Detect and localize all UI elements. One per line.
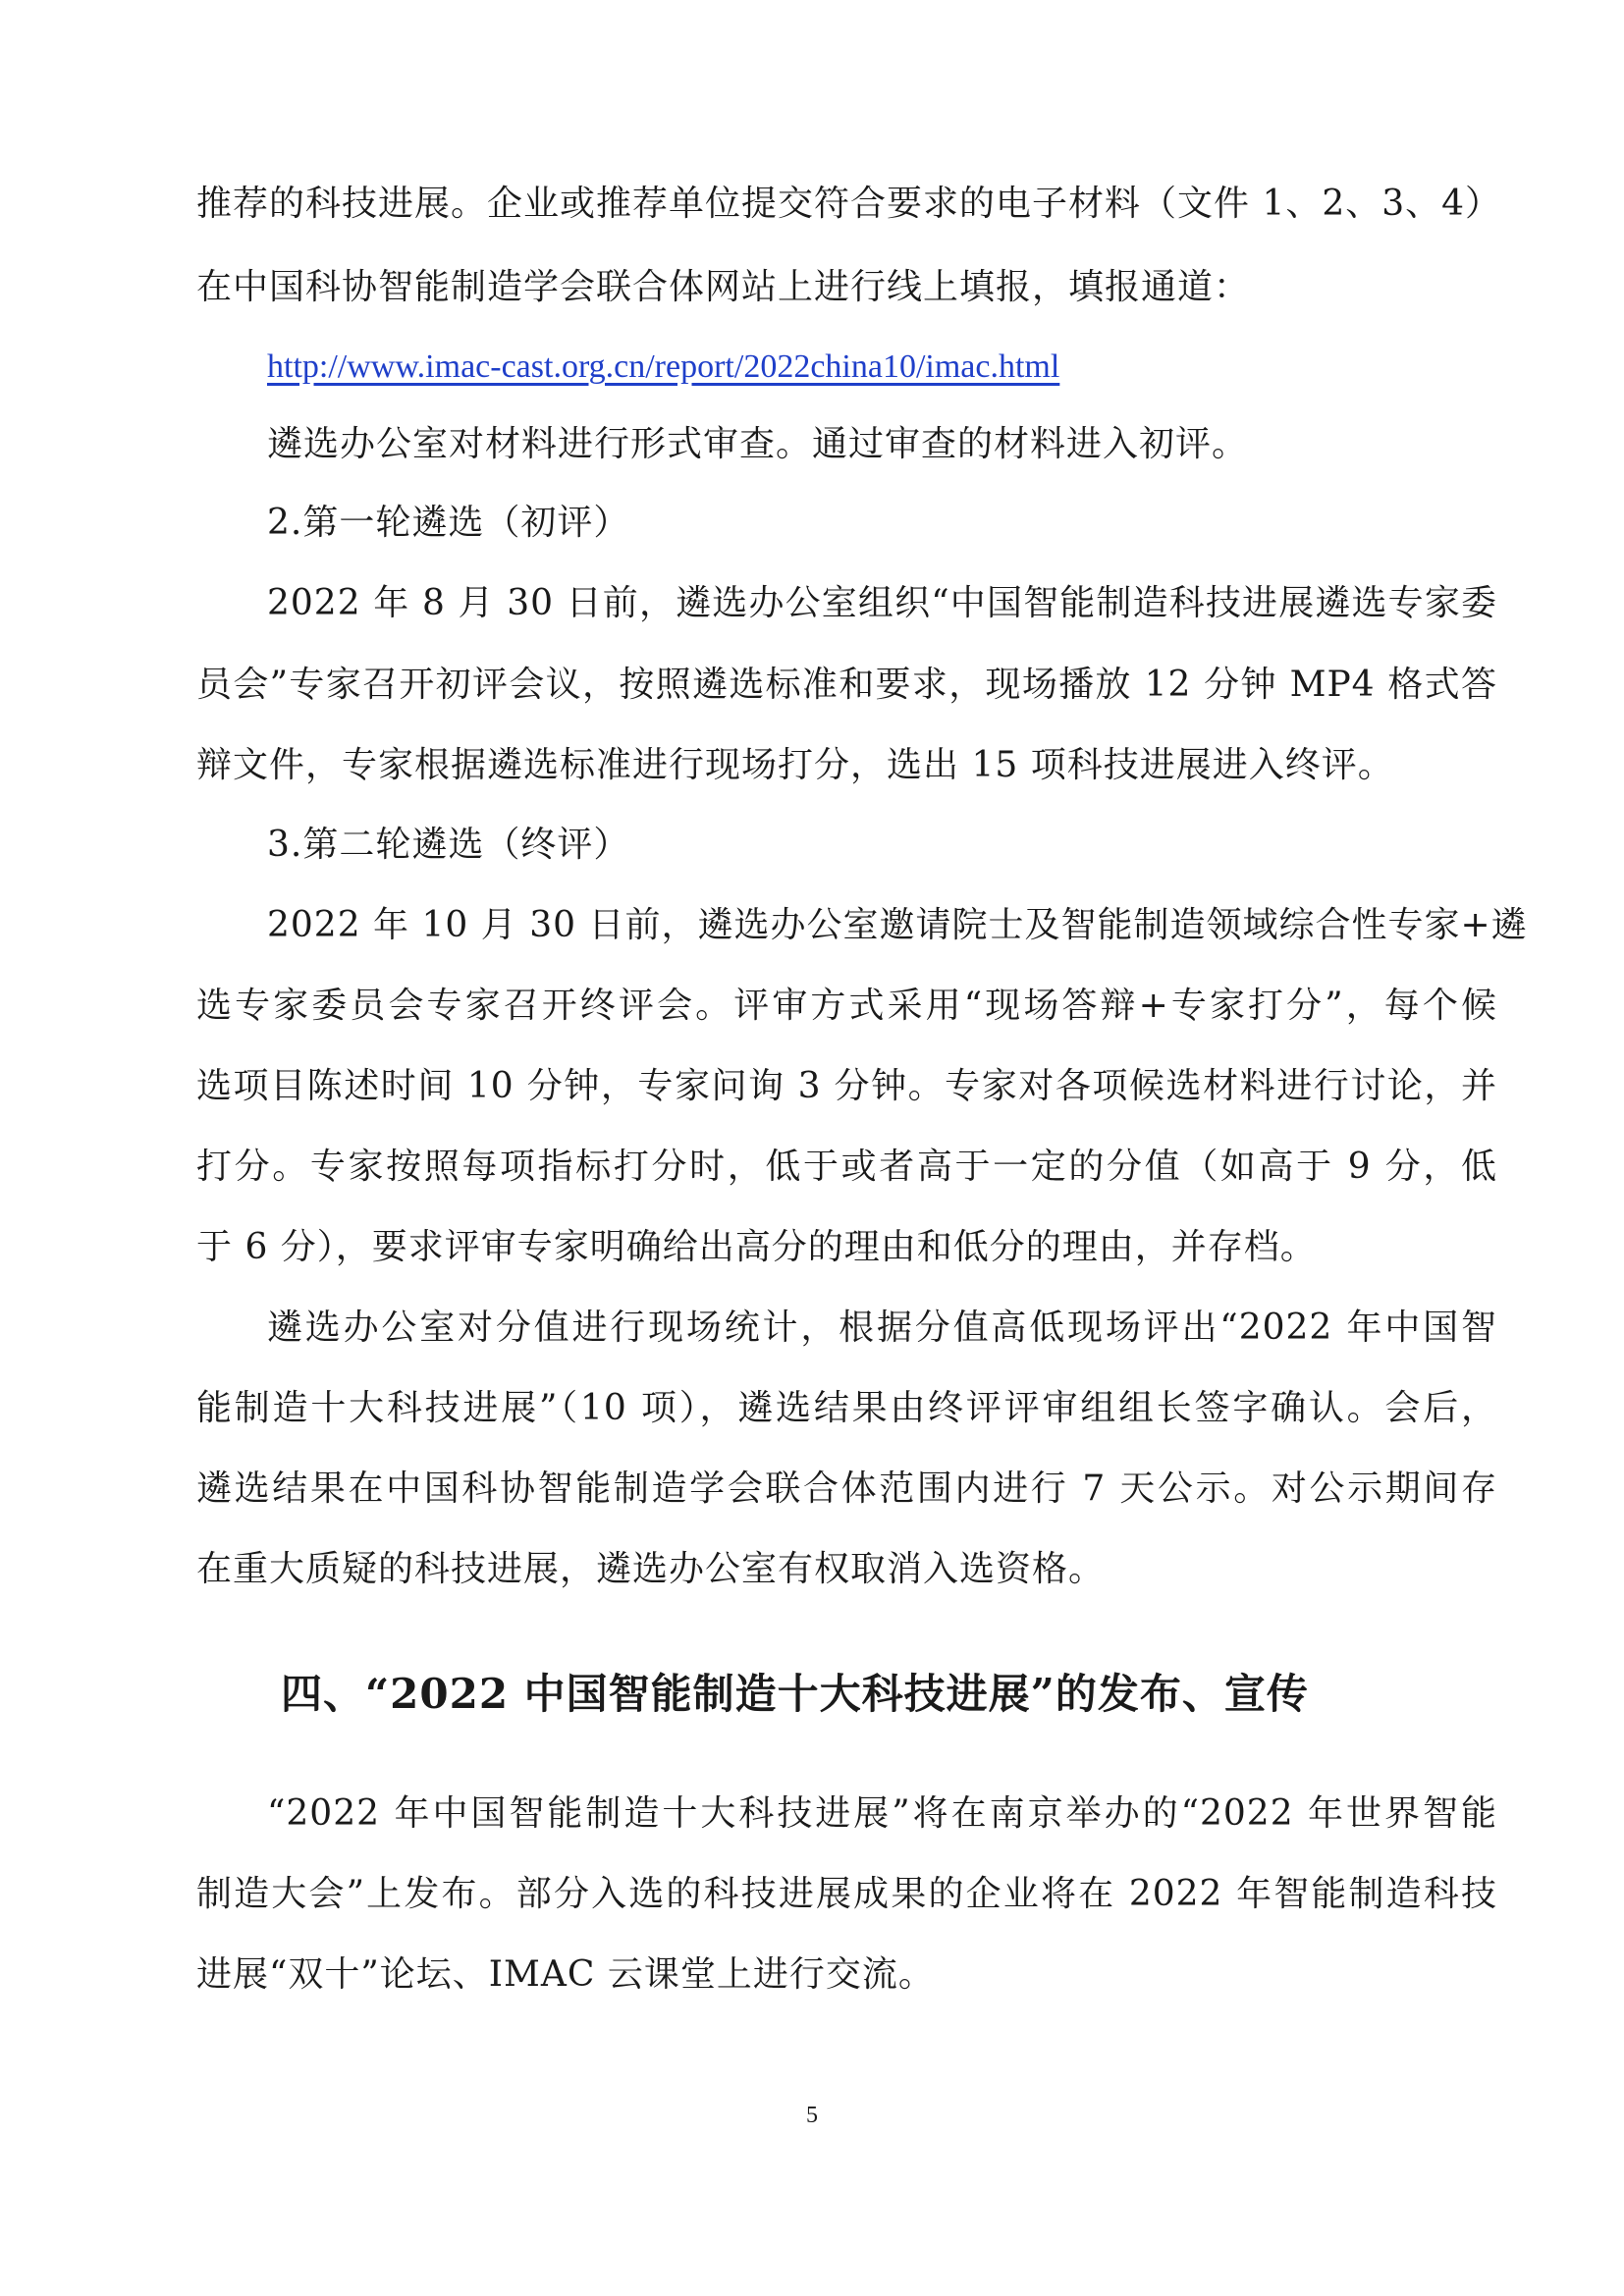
paragraph-line: 打分。专家按照每项指标打分时，低于或者高于一定的分值（如高于 9 分，低 (196, 1147, 1497, 1187)
paragraph-line: 能制造十大科技进展”（10 项），遴选结果由终评评审组组长签字确认。会后， (196, 1388, 1497, 1428)
paragraph-line: 进展“双十”论坛、IMAC 云课堂上进行交流。 (196, 1954, 935, 1995)
paragraph-line: 遴选办公室对分值进行现场统计，根据分值高低现场评出“2022 年中国智 (267, 1308, 1497, 1348)
paragraph-line: 于 6 分），要求评审专家明确给出高分的理由和低分的理由，并存档。 (196, 1227, 1317, 1267)
paragraph-line: 遴选结果在中国科协智能制造学会联合体范围内进行 7 天公示。对公示期间存 (196, 1468, 1497, 1509)
paragraph-line: 2022 年 8 月 30 日前，遴选办公室组织“中国智能制造科技进展遴选专家委 (267, 583, 1497, 623)
report-link[interactable]: http://www.imac-cast.org.cn/report/2022china10/imac.html (267, 348, 1060, 385)
paragraph-line: 遴选办公室对材料进行形式审查。通过审查的材料进入初评。 (267, 424, 1249, 464)
paragraph-line: 制造大会”上发布。部分入选的科技进展成果的企业将在 2022 年智能制造科技 (196, 1874, 1497, 1914)
paragraph-line: 员会”专家召开初评会议，按照遴选标准和要求，现场播放 12 分钟 MP4 格式答 (196, 665, 1497, 705)
subsection-title-round1: 2.第一轮遴选（初评） (267, 503, 630, 543)
section-heading: 四、“2022 中国智能制造十大科技进展”的发布、宣传 (281, 1670, 1309, 1718)
paragraph-line: 选项目陈述时间 10 分钟，专家问询 3 分钟。专家对各项候选材料进行讨论，并 (196, 1066, 1497, 1106)
paragraph-line: “2022 年中国智能制造十大科技进展”将在南京举办的“2022 年世界智能 (267, 1793, 1497, 1834)
paragraph-line: 在重大质疑的科技进展，遴选办公室有权取消入选资格。 (196, 1549, 1106, 1589)
page-number: 5 (806, 2103, 818, 2128)
paragraph-line: 2022 年 10 月 30 日前，遴选办公室邀请院士及智能制造领域综合性专家+遴 (267, 905, 1528, 945)
subsection-title-round2: 3.第二轮遴选（终评） (267, 825, 630, 865)
paragraph-line: 选专家委员会专家召开终评会。评审方式采用“现场答辩+专家打分”，每个候 (196, 986, 1497, 1026)
paragraph-line: 推荐的科技进展。企业或推荐单位提交符合要求的电子材料（文件 1、2、3、4） (196, 184, 1502, 224)
paragraph-line: 在中国科协智能制造学会联合体网站上进行线上填报，填报通道： (196, 267, 1251, 307)
paragraph-line: 辩文件，专家根据遴选标准进行现场打分，选出 15 项科技进展进入终评。 (196, 745, 1394, 785)
